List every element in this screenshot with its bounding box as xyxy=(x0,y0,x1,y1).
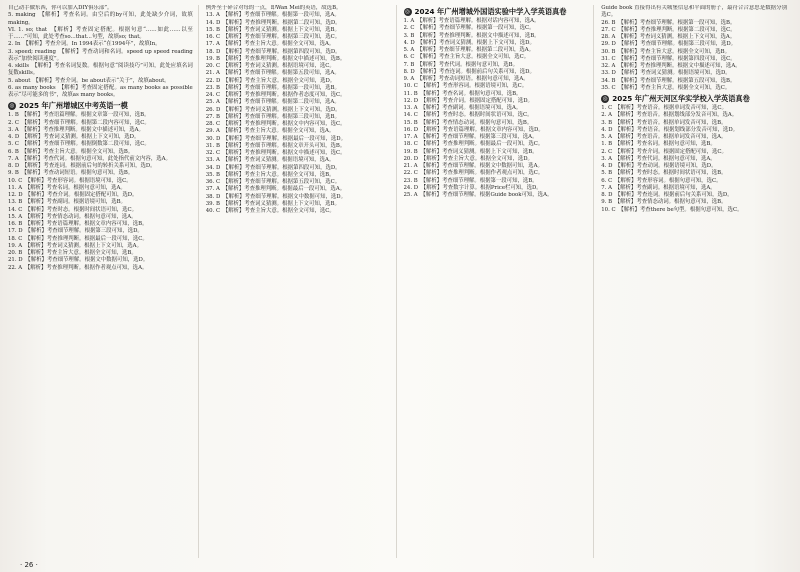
paragraph: 9. A 【解析】考查动词短语。根据句意可知，选A。 xyxy=(403,76,529,82)
paragraph: 6. C 【解析】考查形容词。根据句意可知，选C。 xyxy=(601,177,722,184)
paragraph: 23. B 【解析】考查细节理解。根据第一段可知，选B。 xyxy=(403,177,538,184)
section-title: 2024 年广州增城外国语实验中学入学英语真卷 xyxy=(414,7,567,16)
paragraph: 34. B 【解析】考查细节理解。根据第五段可知，选B。 xyxy=(601,77,736,84)
paragraph: 3. A 【解析】考查推理判断。根据文中描述可知，选A。 xyxy=(8,126,144,133)
paragraph: 30. B 【解析】考查主旨大意。根据全文可知，选B。 xyxy=(601,48,730,55)
section-title: 2025 年广州天河区华实学校入学英语真卷 xyxy=(612,94,750,103)
paragraph: 18. D 【解析】考查细节理解。根据第四段可知，选D。 xyxy=(205,48,341,55)
paragraph: 16. C 【解析】考查细节理解。根据第三段可知，选C。 xyxy=(205,34,341,40)
paragraph: 24. C 【解析】考查推理判断。根据作者态度可知，选C。 xyxy=(205,92,346,98)
section-heading-2024-zengcheng-foreign-language xyxy=(404,7,589,16)
paragraph: 13. A 【解析】考查副词。根据语境可知，选A。 xyxy=(403,105,522,111)
paragraph: 13. A 【解析】考查细节理解。根据第一段可知，选A。 xyxy=(205,12,340,19)
paragraph: 10. C 【解析】考查there be句型。根据句意可知，选C。 xyxy=(601,206,743,213)
section-title: 2025 年广州增城区中考英语一模 xyxy=(19,101,128,111)
section-badge-icon: ◎ xyxy=(9,102,15,109)
paragraph: 17. A 【解析】考查主旨大意。根据全文可知，选A。 xyxy=(205,41,335,48)
paragraph: 8. D 【解析】考查连词。根据前后句关系可知，选D。 xyxy=(403,68,535,75)
paragraph: 6. C 【解析】考查主旨大意。根据全文可知，选C。 xyxy=(403,54,530,61)
paragraph: 7. A 【解析】考查副词。根据语境可知，选A。 xyxy=(601,184,716,191)
paragraph: 21. A 【解析】考查细节理解。根据文中数据可知，选A。 xyxy=(403,163,543,169)
paragraph: 22. C 【解析】考查推理判断。根据作者观点可知，选C。 xyxy=(403,170,544,177)
paragraph: 25. A 【解析】考查细节理解。根据Guide book可知，选A。 xyxy=(403,192,553,198)
paragraph: 37. A 【解析】考查推理判断。根据最后一段可知，选A。 xyxy=(205,186,346,193)
paragraph: 31. C 【解析】考查细节理解。根据第四段可知，选C。 xyxy=(601,55,736,62)
paragraph: 38. D 【解析】考查细节理解。根据文中数据可知，选D。 xyxy=(205,193,346,200)
paragraph: 3. speed; reading 【解析】考查动词和名词。speed up speed reading 表示“加快阅读速度”。 xyxy=(8,48,193,62)
column-2-paragraphs xyxy=(206,5,391,215)
paragraph: 4. D 【解析】考查动词。根据语境可知，选D。 xyxy=(601,163,717,169)
column-3-paragraphs xyxy=(404,18,589,199)
section-heading-2025-tianhe-huashi xyxy=(601,94,787,103)
paragraph: 5. C 【解析】考查细节理解。根据倒数第二段可知，选C。 xyxy=(8,141,150,148)
paragraph: 19. A 【解析】考查词义猜测。根据上下文可知，选A。 xyxy=(8,242,142,249)
paragraph: 19. B 【解析】考查推理判断。根据文中描述可知，选B。 xyxy=(205,55,346,62)
paragraph: 16. B 【解析】考查语篇理解。根据文章内容可知，选B。 xyxy=(8,221,148,227)
paragraph: 35. C 【解析】考查主旨大意。根据全文可知，选C。 xyxy=(601,84,731,91)
paragraph: 14. C 【解析】考查时态。根据时间状语可知，选C。 xyxy=(403,112,533,119)
paragraph: 6. as many books 【解析】考查固定搭配。as many books as possible 表示“尽可能多的书”，故填as many books。 xyxy=(8,84,193,98)
paragraph: 20. D 【解析】考查主旨大意。根据全文可知，选D。 xyxy=(403,155,533,162)
paragraph: 2. A 【解析】考查语音。根据划线部分发音可知，选A。 xyxy=(601,112,738,119)
column-1 xyxy=(8,5,199,558)
paragraph: 26. B 【解析】考查细节理解。根据第一段可知，选B。 xyxy=(601,19,736,26)
paragraph: 29. A 【解析】考查主旨大意。根据全文可知，选A。 xyxy=(205,128,335,135)
paragraph: 2. C 【解析】考查介词。根据固定搭配可知，选C。 xyxy=(601,148,727,155)
paragraph: 4. D 【解析】考查词义猜测。根据上下文可知，选D。 xyxy=(403,39,535,46)
paragraph: 自己动手做东西，你可以加入DIY俱乐部”。 xyxy=(8,5,113,11)
column-4-paragraphs-a xyxy=(601,5,787,92)
paragraph: 1. A 【解析】考查语篇理解。根据对话内容可知，选A。 xyxy=(403,18,540,24)
column-2 xyxy=(206,5,397,558)
paragraph: Guide book 直接得出有关城堡信息和平面的册子，最符合合意思是数据分别选C。 xyxy=(601,5,787,19)
paragraph: 例外至于碎合对每的一点，即Wan Mei的英语，故选B。 xyxy=(205,5,342,11)
paragraph: 17. A 【解析】考查细节理解。根据第三段可知，选A。 xyxy=(403,134,538,140)
paragraph: 36. C 【解析】考查细节理解。根据第五段可知，选C。 xyxy=(205,179,341,185)
text-columns xyxy=(8,5,792,558)
paragraph: 3. B 【解析】考查语音。根据单词发音可知，选B。 xyxy=(601,119,727,126)
paragraph: 31. B 【解析】考查细节理解。根据文章开头可知，选B。 xyxy=(205,142,346,149)
column-1-paragraphs-a xyxy=(8,5,193,99)
paragraph: 2. In 【解析】考查介词。In 1994表示“在1994年”，故填In。 xyxy=(8,41,161,48)
paragraph: 12. D 【解析】考查介词。根据固定搭配可知，选D。 xyxy=(403,97,533,104)
paragraph: 5. A 【解析】考查语音。根据单词发音可知，选A。 xyxy=(601,134,727,140)
paragraph: 15. A 【解析】考查情态动词。根据句意可知，选A。 xyxy=(8,213,137,220)
paragraph: 33. A 【解析】考查词义猜测。根据语境可知，选A。 xyxy=(205,157,335,164)
paragraph: 8. D 【解析】考查连词。根据前后句关系可知，选D。 xyxy=(601,192,733,198)
paragraph: 23. B 【解析】考查细节理解。根据第一段可知，选B。 xyxy=(205,84,340,91)
paragraph: 8. D 【解析】考查连词。根据前后句的转折关系可知，选D。 xyxy=(8,163,156,169)
paragraph: 34. D 【解析】考查细节理解。根据第四段可知，选D。 xyxy=(205,164,341,171)
paragraph: 1. B 【解析】考查语篇理解。根据文章第一段可知，选B。 xyxy=(8,112,150,119)
paragraph: 5. A 【解析】考查细节理解。根据第二段可知，选A。 xyxy=(403,47,535,53)
paragraph: 4. D 【解析】考查词义猜测。根据上下文可知，选D。 xyxy=(8,134,140,140)
section-badge-icon: ◎ xyxy=(405,8,410,15)
section-heading-2025-zengcheng xyxy=(8,101,193,110)
section-badge-icon: ◎ xyxy=(602,95,608,102)
paragraph: 1. C 【解析】考查语音。根据单词发音可知，选C。 xyxy=(601,105,727,111)
paragraph: 7. B 【解析】考查代词。根据句意可知，选B。 xyxy=(403,61,519,68)
paragraph: 26. D 【解析】考查词义猜测。根据上下文可知，选D。 xyxy=(205,106,341,113)
paragraph: 10. C 【解析】考查形容词。根据语境可知，选C。 xyxy=(8,177,132,184)
paragraph: 40. C 【解析】考查主旨大意。根据全文可知，选C。 xyxy=(205,208,335,214)
paragraph: 1. B 【解析】考查名词。根据句意可知，选B。 xyxy=(601,141,716,148)
paragraph: 32. C 【解析】考查推理判断。根据文中描述可知，选C。 xyxy=(205,150,346,156)
paragraph: 12. D 【解析】考查介词。根据固定搭配可知，选D。 xyxy=(8,192,138,198)
paragraph: 24. D 【解析】考查数字计算。根据Price栏可知，选D。 xyxy=(403,184,542,191)
paragraph: 3. B 【解析】考查推理判断。根据文中描述可知，选B。 xyxy=(403,32,540,39)
paragraph: 5. about 【解析】考查介词。be about表示“关于”，故填about。 xyxy=(8,77,170,84)
paragraph: 32. A 【解析】考查推理判断。根据文中描述可知，选A。 xyxy=(601,63,741,69)
paragraph: 29. D 【解析】考查细节理解。根据第三段可知，选D。 xyxy=(601,41,737,48)
paragraph: 18. C 【解析】考查推理判断。根据最后一段可知，选C。 xyxy=(8,235,148,242)
paragraph: VI. 1. so; that 【解析】考查固定搭配。根据句意“……如此……以至于……”可知，此处考查so...that...句型，故填so; that。 xyxy=(8,26,193,40)
paragraph: 9. B 【解析】考查动词短语。根据句意可知，选B。 xyxy=(8,170,134,177)
paragraph: 35. B 【解析】考查主旨大意。根据全文可知，选B。 xyxy=(205,171,335,178)
paragraph: 5. B 【解析】考查时态。根据时间状语可知，选B。 xyxy=(601,170,727,177)
paragraph: 6. B 【解析】考查主旨大意。根据全文可知，选B。 xyxy=(8,148,134,155)
paragraph: 19. B 【解析】考查词义猜测。根据上下文可知，选B。 xyxy=(403,148,538,155)
column-4-paragraphs-b xyxy=(601,105,787,214)
paragraph: 13. B 【解析】考查副词。根据语境可知，选B。 xyxy=(8,199,126,206)
paragraph: 25. A 【解析】考查细节理解。根据第二段可知，选A。 xyxy=(205,99,340,106)
paragraph: 9. B 【解析】考查情态动词。根据句意可知，选B。 xyxy=(601,199,727,206)
paragraph: 15. B 【解析】考查词义猜测。根据上下文可知，选B。 xyxy=(205,26,340,33)
paragraph: 10. C 【解析】考查形容词。根据语境可知，选C。 xyxy=(403,83,528,90)
column-4 xyxy=(601,5,792,558)
paragraph: 14. C 【解析】考查时态。根据时间状语可知，选C。 xyxy=(8,206,138,213)
paragraph: 22. D 【解析】考查主旨大意。根据全文可知，选D。 xyxy=(205,77,336,84)
paragraph: 11. B 【解析】考查名词。根据句意可知，选B。 xyxy=(403,90,522,97)
paragraph: 30. D 【解析】考查细节理解。根据最后一段可知，选D。 xyxy=(205,135,346,142)
paragraph: 7. A 【解析】考查代词。根据句意可知，此处指代前文内容，选A。 xyxy=(8,155,171,162)
column-3 xyxy=(404,5,595,558)
paragraph: 14. D 【解析】考查推理判断。根据第二段可知，选D。 xyxy=(205,19,341,26)
paragraph: 2. C 【解析】考查细节理解。根据第二段内容可知，选C。 xyxy=(8,119,150,126)
paragraph: 27. B 【解析】考查细节理解。根据第三段可知，选B。 xyxy=(205,113,340,120)
paragraph: 39. B 【解析】考查词义猜测。根据上下文可知，选B。 xyxy=(205,200,340,207)
paragraph: 4. skills 【解析】考查名词复数。根据句意“阅读技巧”可知，此处应填名词复数skills。 xyxy=(8,63,193,77)
paragraph: 2. C 【解析】考查细节理解。根据第一段可知，选C。 xyxy=(403,25,535,32)
paragraph: 20. C 【解析】考查词义猜测。根据语境可知，选C。 xyxy=(205,63,335,69)
column-1-paragraphs-b xyxy=(8,112,193,272)
paragraph: 27. C 【解析】考查推理判断。根据第二段可知，选C。 xyxy=(601,26,736,33)
paragraph: 21. D 【解析】考查细节理解。根据文中数据可知，选D。 xyxy=(8,257,149,264)
page-number: · 26 · xyxy=(20,561,38,569)
paragraph: 17. D 【解析】考查细节理解。根据第三段可知，选D。 xyxy=(8,228,143,235)
paragraph: 5. making 【解析】考查名词。由空后的by可知，此处缺少介词，故填making。 xyxy=(8,12,193,26)
paragraph: 15. B 【解析】考查情态动词。根据句意可知，选B。 xyxy=(403,119,533,126)
paragraph: 28. C 【解析】考查推理判断。根据文中内容可知，选C。 xyxy=(205,121,346,127)
paragraph: 20. B 【解析】考查主旨大意。根据全文可知，选B。 xyxy=(8,250,137,256)
paragraph: 18. C 【解析】考查推理判断。根据最后一段可知，选C。 xyxy=(403,141,544,148)
paragraph: 11. A 【解析】考查名词。根据句意可知，选A。 xyxy=(8,184,126,191)
paragraph: 28. A 【解析】考查词义猜测。根据上下文可知，选A。 xyxy=(601,34,736,40)
paragraph: 22. A 【解析】考查推理判断。根据作者观点可知，选A。 xyxy=(8,264,148,271)
paragraph: 16. D 【解析】考查语篇理解。根据文章内容可知，选D。 xyxy=(403,126,544,133)
paragraph: 4. D 【解析】考查语音。根据划线部分发音可知，选D。 xyxy=(601,126,739,133)
paragraph: 3. A 【解析】考查代词。根据句意可知，选A。 xyxy=(601,155,716,162)
paragraph: 21. A 【解析】考查细节理解。根据第五段可知，选A。 xyxy=(205,70,340,77)
paragraph: 33. D 【解析】考查词义猜测。根据语境可知，选D。 xyxy=(601,70,731,77)
